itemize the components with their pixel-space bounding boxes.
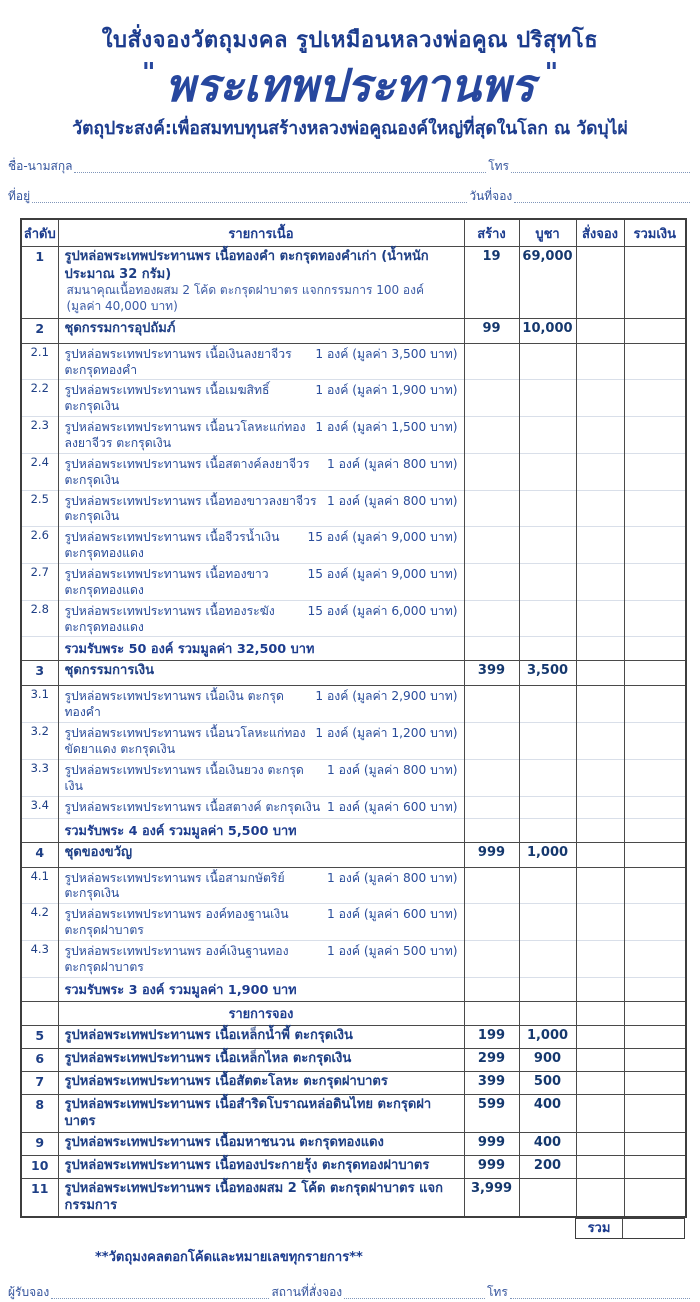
order-qty-cell (576, 563, 624, 600)
order-qty-cell (576, 661, 624, 686)
row-total-cell (624, 527, 686, 564)
price-value-cell: 69,000 (519, 247, 576, 318)
section-summary-cell (58, 977, 464, 1001)
item-name-cell (58, 1155, 464, 1178)
table-row-4 (21, 842, 686, 867)
table-row-3.1 (21, 686, 686, 723)
row-total-cell (624, 1094, 686, 1132)
order-qty-cell (576, 1132, 624, 1155)
order-qty-cell (576, 941, 624, 978)
make-count-cell (464, 453, 519, 490)
make-count-cell: 3,999 (464, 1178, 519, 1217)
row-total-cell (624, 417, 686, 454)
row-total-cell (624, 453, 686, 490)
price-value-cell: 400 (519, 1094, 576, 1132)
name-tel-line (8, 157, 692, 176)
item-qty-value: 1 องค์ (มูลค่า 800 บาท) (326, 762, 458, 777)
item-name-cell (58, 563, 464, 600)
item-name-cell (58, 343, 464, 380)
table-row-2.1 (21, 343, 686, 380)
receiver-fill-line (51, 1290, 269, 1299)
row-number-cell (21, 637, 58, 661)
make-count-cell: 299 (464, 1048, 519, 1071)
item-name-cell (58, 1048, 464, 1071)
item-qty-value: 1 องค์ (มูลค่า 600 บาท) (326, 907, 458, 922)
row-number-cell: 8 (21, 1094, 58, 1132)
amulet-name-title (0, 59, 700, 111)
item-qty-value: 1 องค์ (มูลค่า 800 บาท) (326, 456, 458, 471)
order-qty-cell (576, 818, 624, 842)
grand-total-label: รวม (576, 1219, 623, 1238)
row-total-cell (624, 380, 686, 417)
table-row-4.2 (21, 904, 686, 941)
item-name-cell (58, 247, 464, 318)
table-row-sum (21, 637, 686, 661)
row-number-cell: 6 (21, 1048, 58, 1071)
row-total-cell (624, 1178, 686, 1217)
tel-label: โทร (488, 159, 509, 174)
row-total-cell (624, 1071, 686, 1094)
section-divider-label: รายการจอง (228, 1006, 294, 1022)
name-fill-line (74, 164, 486, 173)
table-row-11 (21, 1178, 686, 1217)
row-number-cell: 2.7 (21, 563, 58, 600)
item-name-cell (58, 453, 464, 490)
item-name-cell (58, 1178, 464, 1217)
item-name-cell (58, 490, 464, 527)
row-total-cell (624, 343, 686, 380)
tel-fill-line (511, 164, 690, 173)
make-count-cell (464, 600, 519, 637)
date-fill-line (514, 194, 690, 203)
price-value-cell (519, 417, 576, 454)
signature-line (8, 1283, 692, 1302)
item-name: รูปหล่อพระเทพประทานพร เนื้อเงิน ตะกรุดทองคำ (64, 689, 284, 720)
table-row-5 (21, 1025, 686, 1048)
col-header-price: บูชา (519, 219, 576, 247)
price-value-cell (519, 380, 576, 417)
address-date-line (8, 187, 692, 206)
price-value-cell (519, 796, 576, 818)
item-qty-value: 1 องค์ (มูลค่า 1,900 บาท) (315, 383, 458, 398)
section-summary-cell (58, 637, 464, 661)
item-name: รูปหล่อพระเทพประทานพร เนื้อทองผสม 2 โค้ด ตะกรุดฝาบาตร แจกกรรมการ (64, 1180, 443, 1214)
make-count-cell (464, 904, 519, 941)
row-total-cell (624, 723, 686, 760)
item-name: รูปหล่อพระเทพประทานพร องค์เงินฐานทอง ตะกรุดฝาบาตร (64, 944, 289, 974)
price-value-cell (519, 977, 576, 1001)
order-qty-cell (576, 759, 624, 796)
table-row-2 (21, 318, 686, 343)
order-qty-cell (576, 1048, 624, 1071)
make-count-cell: 99 (464, 318, 519, 343)
price-value-cell (519, 759, 576, 796)
price-value-cell (519, 723, 576, 760)
table-row-4.1 (21, 867, 686, 904)
item-name: ชุดกรรมการเงิน (64, 663, 155, 679)
make-count-cell: 599 (464, 1094, 519, 1132)
order-qty-cell (576, 318, 624, 343)
make-count-cell: 399 (464, 661, 519, 686)
make-count-cell (464, 867, 519, 904)
amulet-name: พระเทพประทานพร (165, 59, 535, 112)
table-row-2.5 (21, 490, 686, 527)
section-summary-text: รวมรับพระ 3 องค์ รวมมูลค่า 1,900 บาท (64, 982, 297, 998)
item-name: รูปหล่อพระเทพประทานพร เนื้อทองขาวลงยาจีวร ตะกรุดเงิน (64, 493, 317, 524)
item-name-cell (58, 380, 464, 417)
item-qty-value: 1 องค์ (มูลค่า 500 บาท) (326, 944, 458, 959)
item-name: รูปหล่อพระเทพประทานพร เนื้อเงินลงยาจีวร ตะกรุดทองคำ (64, 346, 292, 377)
table-row-3.3 (21, 759, 686, 796)
table-row-sum (21, 818, 686, 842)
item-name: รูปหล่อพระเทพประทานพร เนื้อสตางค์ ตะกรุดเงิน (64, 799, 321, 814)
row-total-cell (624, 818, 686, 842)
price-value-cell (519, 490, 576, 527)
make-count-cell (464, 417, 519, 454)
row-number-cell (21, 977, 58, 1001)
row-number-cell: 10 (21, 1155, 58, 1178)
price-value-cell: 1,000 (519, 1025, 576, 1048)
make-count-cell (464, 759, 519, 796)
order-qty-cell (576, 343, 624, 380)
make-count-cell: 199 (464, 1025, 519, 1048)
table-row-2.3 (21, 417, 686, 454)
item-name-cell (58, 1132, 464, 1155)
item-name: รูปหล่อพระเทพประทานพร เนื้อสามกษัตริย์ ตะกรุดเงิน (64, 870, 285, 901)
order-qty-cell (576, 1155, 624, 1178)
item-name-cell (58, 904, 464, 941)
order-qty-cell (576, 600, 624, 637)
section-summary-text: รวมรับพระ 50 องค์ รวมมูลค่า 32,500 บาท (64, 642, 315, 658)
row-number-cell: 2.1 (21, 343, 58, 380)
order-qty-cell (576, 1001, 624, 1025)
row-number-cell: 2.5 (21, 490, 58, 527)
item-name-cell (58, 796, 464, 818)
order-table-body (21, 247, 686, 1217)
item-qty-value: 1 องค์ (มูลค่า 2,900 บาท) (315, 689, 458, 704)
item-qty-value: 1 องค์ (มูลค่า 1,500 บาท) (315, 420, 458, 435)
section-summary-text: รวมรับพระ 4 องค์ รวมมูลค่า 5,500 บาท (64, 823, 297, 839)
col-header-item: รายการเนื้อ (58, 219, 464, 247)
table-row-2.8 (21, 600, 686, 637)
table-row-9 (21, 1132, 686, 1155)
order-qty-cell (576, 247, 624, 318)
purpose-subtitle: วัตถุประสงค์:เพื่อสมทบทุนสร้างหลวงพ่อคูณองค์ใหญ่ที่สุดในโลก ณ วัดบุไผ่ (72, 119, 628, 140)
make-count-cell (464, 941, 519, 978)
row-number-cell (21, 1001, 58, 1025)
table-row-2.7 (21, 563, 686, 600)
price-value-cell (519, 1001, 576, 1025)
make-count-cell: 399 (464, 1071, 519, 1094)
grand-total-row (575, 1218, 685, 1239)
item-name-cell (58, 600, 464, 637)
item-name-cell (58, 686, 464, 723)
make-count-cell: 999 (464, 1132, 519, 1155)
footer-tel-fill-line (510, 1290, 690, 1299)
row-number-cell: 4.3 (21, 941, 58, 978)
order-qty-cell (576, 904, 624, 941)
price-value-cell (519, 941, 576, 978)
price-value-cell: 400 (519, 1132, 576, 1155)
item-bonus-note: สมนาคุณเนื้อทองผสม 2 โค้ด ตะกรุดฝาบาตร แจกกรรมการ 100 องค์ (มูลค่า 40,000 บาท) (66, 283, 425, 314)
make-count-cell (464, 818, 519, 842)
order-qty-cell (576, 1094, 624, 1132)
item-name: รูปหล่อพระเทพประทานพร เนื้อเหล็กน้ำพี้ ตะกรุดเงิน (64, 1027, 353, 1043)
row-total-cell (624, 686, 686, 723)
item-qty-value: 1 องค์ (มูลค่า 800 บาท) (326, 493, 458, 508)
row-total-cell (624, 1132, 686, 1155)
make-count-cell (464, 686, 519, 723)
item-name: ชุดกรรมการอุปถัมภ์ (64, 320, 176, 336)
price-value-cell: 10,000 (519, 318, 576, 343)
row-number-cell: 3 (21, 661, 58, 686)
item-name: รูปหล่อพระเทพประทานพร องค์ทองฐานเงิน ตะกรุดฝาบาตร (64, 907, 289, 938)
table-row-4.3 (21, 941, 686, 978)
item-name: รูปหล่อพระเทพประทานพร เนื้อเงินยวง ตะกรุดเงิน (64, 762, 304, 793)
row-number-cell: 2.4 (21, 453, 58, 490)
item-name-cell (58, 527, 464, 564)
row-total-cell (624, 661, 686, 686)
price-value-cell: 3,500 (519, 661, 576, 686)
section-summary-cell (58, 818, 464, 842)
row-number-cell: 3.2 (21, 723, 58, 760)
table-row-2.2 (21, 380, 686, 417)
row-total-cell (624, 941, 686, 978)
order-qty-cell (576, 637, 624, 661)
item-name-cell (58, 723, 464, 760)
place-fill-line (344, 1290, 485, 1299)
order-qty-cell (576, 453, 624, 490)
item-qty-value: 15 องค์ (มูลค่า 9,000 บาท) (307, 566, 458, 581)
item-name-cell (58, 417, 464, 454)
row-number-cell: 2 (21, 318, 58, 343)
row-total-cell (624, 637, 686, 661)
price-value-cell (519, 904, 576, 941)
item-name: รูปหล่อพระเทพประทานพร เนื้อมหาชนวน ตะกรุดทองแดง (64, 1134, 384, 1150)
row-total-cell (624, 1001, 686, 1025)
make-count-cell (464, 527, 519, 564)
row-total-cell (624, 759, 686, 796)
row-total-cell (624, 1025, 686, 1048)
item-name: รูปหล่อพระเทพประทานพร เนื้อทองคำ ตะกรุดทองคำเก่า (น้ำหนักประมาณ 32 กรัม) (64, 249, 429, 282)
row-number-cell: 4.1 (21, 867, 58, 904)
row-total-cell (624, 904, 686, 941)
row-total-cell (624, 490, 686, 527)
open-quote: " (141, 58, 156, 88)
row-number-cell: 3.3 (21, 759, 58, 796)
row-number-cell: 11 (21, 1178, 58, 1217)
order-qty-cell (576, 490, 624, 527)
row-number-cell: 5 (21, 1025, 58, 1048)
row-total-cell (624, 842, 686, 867)
make-count-cell (464, 490, 519, 527)
price-value-cell: 900 (519, 1048, 576, 1071)
item-qty-value: 1 องค์ (มูลค่า 3,500 บาท) (315, 346, 458, 361)
make-count-cell (464, 977, 519, 1001)
price-value-cell (519, 686, 576, 723)
make-count-cell (464, 723, 519, 760)
code-footnote: **วัตถุมงคลตอกโค้ดและหมายเลขทุกรายการ** (95, 1249, 363, 1265)
col-header-order: สั่งจอง (576, 219, 624, 247)
address-fill-line (32, 194, 467, 203)
item-name: รูปหล่อพระเทพประทานพร เนื้อสตางค์ลงยาจีวร ตะกรุดเงิน (64, 456, 310, 487)
row-total-cell (624, 1048, 686, 1071)
order-qty-cell (576, 417, 624, 454)
make-count-cell (464, 637, 519, 661)
make-count-cell (464, 563, 519, 600)
row-number-cell: 3.1 (21, 686, 58, 723)
row-number-cell: 2.2 (21, 380, 58, 417)
item-name-cell (58, 941, 464, 978)
price-value-cell (519, 637, 576, 661)
make-count-cell (464, 1001, 519, 1025)
order-qty-cell (576, 796, 624, 818)
table-row-8 (21, 1094, 686, 1132)
table-header-row (21, 219, 686, 247)
name-label: ชื่อ-นามสกุล (8, 159, 73, 174)
row-total-cell (624, 563, 686, 600)
item-name-cell (58, 1094, 464, 1132)
row-total-cell (624, 796, 686, 818)
row-number-cell: 2.8 (21, 600, 58, 637)
price-value-cell (519, 867, 576, 904)
row-total-cell (624, 247, 686, 318)
item-name: รูปหล่อพระเทพประทานพร เนื้อเมฆสิทธิ์ ตะกรุดเงิน (64, 383, 270, 414)
make-count-cell (464, 796, 519, 818)
order-qty-cell (576, 867, 624, 904)
order-qty-cell (576, 842, 624, 867)
row-number-cell: 9 (21, 1132, 58, 1155)
close-quote: " (544, 58, 559, 88)
order-qty-cell (576, 723, 624, 760)
table-row-2.4 (21, 453, 686, 490)
item-name: รูปหล่อพระเทพประทานพร เนื้อทองขาว ตะกรุดทองแดง (64, 566, 269, 597)
order-qty-cell (576, 1071, 624, 1094)
order-table (20, 218, 687, 1218)
item-name-cell (58, 1071, 464, 1094)
price-value-cell: 1,000 (519, 842, 576, 867)
document-title: ใบสั่งจองวัตถุมงคล รูปเหมือนหลวงพ่อคูณ ปริสุทโธ (101, 28, 599, 53)
row-number-cell: 2.3 (21, 417, 58, 454)
order-qty-cell (576, 527, 624, 564)
price-value-cell (519, 527, 576, 564)
item-name: รูปหล่อพระเทพประทานพร เนื้อเหล็กไหล ตะกรุดเงิน (64, 1050, 352, 1066)
order-qty-cell (576, 977, 624, 1001)
item-qty-value: 1 องค์ (มูลค่า 600 บาท) (326, 799, 458, 814)
order-qty-cell (576, 380, 624, 417)
table-row-1 (21, 247, 686, 318)
price-value-cell: 500 (519, 1071, 576, 1094)
item-name-cell (58, 867, 464, 904)
table-row-sum (21, 977, 686, 1001)
row-total-cell (624, 318, 686, 343)
item-name: รูปหล่อพระเทพประทานพร เนื้อทองประกายรุ้ง ตะกรุดทองฝาบาตร (64, 1157, 430, 1173)
item-qty-value: 15 องค์ (มูลค่า 9,000 บาท) (307, 530, 458, 545)
item-name-cell (58, 661, 464, 686)
item-name: รูปหล่อพระเทพประทานพร เนื้อนวโลหะแก่ทองขัดยาแดง ตะกรุดเงิน (64, 726, 306, 756)
row-total-cell (624, 977, 686, 1001)
address-label: ที่อยู่ (8, 189, 31, 204)
item-name-cell (58, 1025, 464, 1048)
price-value-cell (519, 600, 576, 637)
table-row-7 (21, 1071, 686, 1094)
date-label: วันที่จอง (469, 189, 513, 204)
item-qty-value: 15 องค์ (มูลค่า 6,000 บาท) (307, 603, 458, 618)
table-row-2.6 (21, 527, 686, 564)
row-number-cell: 7 (21, 1071, 58, 1094)
item-qty-value: 1 องค์ (มูลค่า 800 บาท) (326, 870, 458, 885)
row-number-cell: 4 (21, 842, 58, 867)
row-total-cell (624, 1155, 686, 1178)
table-row-6 (21, 1048, 686, 1071)
row-number-cell (21, 818, 58, 842)
table-row-3.2 (21, 723, 686, 760)
item-name-cell (58, 759, 464, 796)
row-number-cell: 1 (21, 247, 58, 318)
table-row-divider (21, 1001, 686, 1025)
make-count-cell: 999 (464, 842, 519, 867)
price-value-cell: 200 (519, 1155, 576, 1178)
row-total-cell (624, 867, 686, 904)
make-count-cell: 19 (464, 247, 519, 318)
make-count-cell (464, 380, 519, 417)
item-name: ชุดของขวัญ (64, 844, 133, 860)
col-header-total: รวมเงิน (624, 219, 686, 247)
table-row-3 (21, 661, 686, 686)
place-label: สถานที่สั่งจอง (271, 1284, 343, 1299)
price-value-cell (519, 1178, 576, 1217)
item-name-cell (58, 318, 464, 343)
order-qty-cell (576, 1025, 624, 1048)
price-value-cell (519, 453, 576, 490)
table-row-10 (21, 1155, 686, 1178)
row-total-cell (624, 600, 686, 637)
section-divider-cell (58, 1001, 464, 1025)
row-number-cell: 3.4 (21, 796, 58, 818)
make-count-cell: 999 (464, 1155, 519, 1178)
row-number-cell: 2.6 (21, 527, 58, 564)
item-name-cell (58, 842, 464, 867)
price-value-cell (519, 563, 576, 600)
table-row-3.4 (21, 796, 686, 818)
receiver-label: ผู้รับจอง (8, 1284, 50, 1299)
order-qty-cell (576, 686, 624, 723)
item-name: รูปหล่อพระเทพประทานพร เนื้อจีวรน้ำเงิน ตะกรุดทองแดง (64, 530, 280, 561)
col-header-make: สร้าง (464, 219, 519, 247)
item-name: รูปหล่อพระเทพประทานพร เนื้อทองระฆัง ตะกรุดทองแดง (64, 603, 275, 634)
col-header-index: ลำดับ (21, 219, 58, 247)
row-number-cell: 4.2 (21, 904, 58, 941)
order-qty-cell (576, 1178, 624, 1217)
item-name: รูปหล่อพระเทพประทานพร เนื้อนวโลหะแก่ทองลงยาจีวร ตะกรุดเงิน (64, 420, 306, 450)
item-name: รูปหล่อพระเทพประทานพร เนื้อสำริดโบราณหล่อดินไทย ตะกรุดฝาบาตร (64, 1096, 432, 1130)
item-name: รูปหล่อพระเทพประทานพร เนื้อสัตตะโลหะ ตะกรุดฝาบาตร (64, 1073, 388, 1089)
item-qty-value: 1 องค์ (มูลค่า 1,200 บาท) (315, 726, 458, 741)
make-count-cell (464, 343, 519, 380)
footer-tel-label: โทร (486, 1284, 508, 1299)
grand-total-value-cell (623, 1219, 684, 1238)
price-value-cell (519, 343, 576, 380)
price-value-cell (519, 818, 576, 842)
